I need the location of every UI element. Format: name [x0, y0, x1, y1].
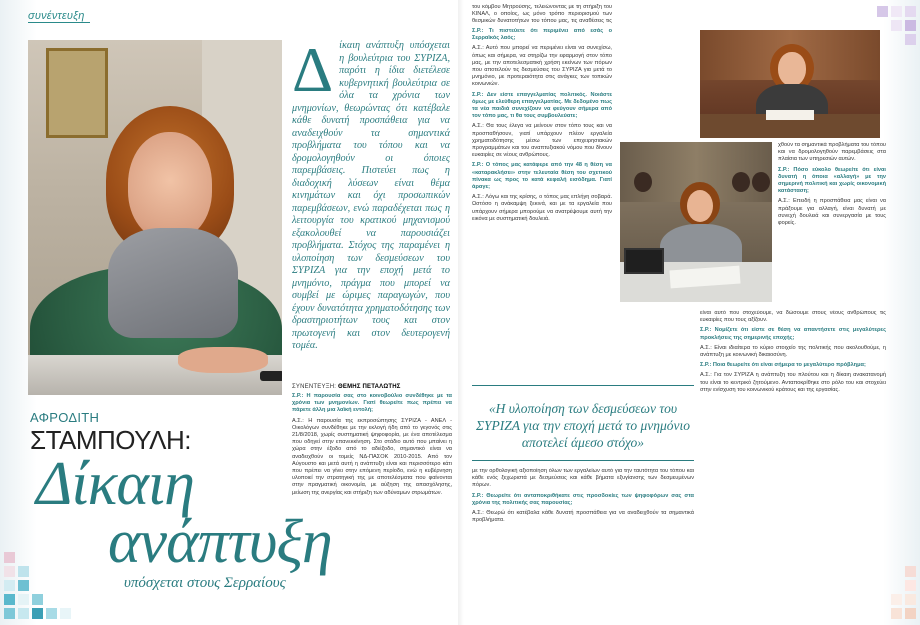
- pull-quote: «Η υλοποίηση των δεσμεύσεων του ΣΥΡΙΖΑ για την εποχή μετά το μνημόνιο αποτελεί άμεσο στόχο»: [472, 385, 694, 461]
- question-3: Σ.Ρ.: Δεν είστε επαγγελματίας πολιτικός. Νοιάστε όμως με ελεύθερη επαγγελματίας. Με δεδομένο πως τα νέα παιδιά συνεχίζουν να φεύγουν σήμερα από τον τόπο μας, τι θα τους συμβουλεύατε;: [472, 91, 612, 120]
- intro-text: [292, 34, 450, 410]
- answer-1: Α.Σ.: Η παρουσία της εκπροσώπησης ΣΥΡΙΖΑ - ΑΝΕΛ - Οικολόγων συνδέθηκε με την εκλογή ήδη από το γεγονός στις 21/8/2018, χωρίς συστηματική ψηφοφορία, με ένα αποτέλεσμα που οδηγεί στην επανεκκίνηση. Στο στάδιο αυτό που μπαίνει η χώρα στην έξοδο από το αδιέξοδο, σημαντικό είναι να αναδειχθούν οι τομείς ΝΔ-ΠΑΣΟΚ 2010-2015. Από τον Αύγουστο και μετά αυτή η ανάπτυξη είναι και περισσότερο κάτι που πρέπει να γίνει στην επόμενη περίοδο, ενώ η κυβέρνηση υλοποιεί την στρατηγική της με αποτελέσματα που φαίνονται στην πραγματική οικονομία, με αύξηση της απασχόλησης, μείωση της ανεργίας και στήριξη των αδύναμων στρωμάτων.: [292, 417, 452, 496]
- headline-line-1: Δίκαιη: [36, 450, 194, 518]
- interviewee-surname: ΣΤΑΜΠΟΥΛΗ:: [30, 425, 191, 455]
- article-column-4: [472, 468, 694, 613]
- column-3-text: του κόμβου Μητρούσης, τελειώνοντας με τη στήριξη του ΚΙΝΑΛ, ο οποίος, ως μόνο τρόπο περιορισμού των θεσμικών δυνατοτήτων του τόπου μας, τις αναθέσεις τις: [472, 4, 612, 24]
- question-4: Σ.Ρ.: Ο τόπος μας κατάφερε από την 48 η θέση να «καταρακλήσει» στην τελευταία θέση του σχετικού πίνακα ως προς το κατά κεφαλή εισόδημα. Γιατί άραγε;: [472, 162, 612, 191]
- section-tag: συνέντευξη: [28, 10, 90, 23]
- question-1: Σ.Ρ.: Η παρουσία σας στο κοινοβούλιο συνδέθηκε με τα χρόνια των μνημονίων. Γιατί θεωρείτε πως πρέπει να πάρετε άλλη μια λαϊκή εντολή;: [292, 393, 452, 414]
- article-column-6: [700, 310, 886, 613]
- question-7: Σ.Ρ.: Νομίζετε ότι είστε σε θέση να απαντήσετε στις μεγαλύτερες προκλήσεις της σημερινής εποχής;: [700, 327, 886, 341]
- answer-5: Α.Σ.: Θεωρώ ότι κατέβαλα κάθε δυνατή προσπάθεια για να αναδειχθούν τα σημαντικά προβλήματα.: [472, 510, 694, 524]
- parliament-photo-top: [700, 30, 880, 138]
- byline: [292, 384, 401, 390]
- subheadline: υπόσχεται στους Σερραίους: [124, 575, 286, 591]
- article-column-2: [472, 28, 612, 378]
- article-column-1: [292, 393, 452, 613]
- byline-label: ΣΥΝΕΝΤΕΥΞΗ:: [292, 384, 337, 390]
- column-6-text: είναι αυτό που στοχεύουμε, να δώσουμε στους νέους ανθρώπους τις ευκαιρίες που τους αξίζουν.: [700, 310, 886, 324]
- column-4-text: με την ορθολογική αξιοποίηση όλων των εργαλείων αυτό για την ταυτότητα του τόπου και κάθε ενός ξεχωριστά με δεσμεύσεις και κάθε βήματα εξυγίανσης των δεσμευμένων πόρων.: [472, 468, 694, 489]
- answer-8: Α.Σ.: Για τον ΣΥΡΙΖΑ η ανάπτυξη του πλούτου και η δίκαιη ανακατανομή του είναι το κεντρικό ζητούμενο. Ανταποκρίθηκε στο ρόλο του και στοχεύει στην ενίσχυση του κοινωνικού κράτους και της εργασίας.: [700, 372, 886, 393]
- answer-3: Α.Σ.: Θα τους έλεγα να μείνουν στον τόπο τους και να προσπαθήσουν, γιατί υπάρχουν πλέον εργαλεία χρηματοδότησης μέσω των επιχειρησιακών προγραμμάτων και του αναπτυξιακού νόμου που δίνουν ευκαιρίες σε νέους ανθρώπους.: [472, 123, 612, 159]
- headline: [36, 450, 332, 576]
- portrait-photo: [28, 40, 282, 395]
- column-5-text: χθούν τα σημαντικά προβλήματα του τόπου και να δρομολογηθούν παρεμβάσεις στα πλαίσια των υπηρεσιών αυτών.: [778, 142, 886, 163]
- page-gutter: [458, 0, 464, 625]
- answer-2: Α.Σ.: Αυτό που μπορεί να περιμένει είναι να συνεχίσω, όπως και σήμερα, να στηρίζω την εφαρμογή στον τόπο μας, με την αποτελεσματική χρήση εκείνων των πόρων που αποτελούν τις δεσμεύσεις του ΣΥΡΙΖΑ για μετά το μνημόνιο, με προτεραιότητα στις ανάγκες των τοπικών κοινωνιών.: [472, 45, 612, 88]
- headline-line-2: ανάπτυξη: [108, 508, 332, 576]
- parliament-photo-middle: [620, 142, 772, 302]
- question-5: Σ.Ρ.: Θεωρείτε ότι ανταποκριθήκατε στις προσδοκίες των ψηφοφόρων σας στα χρόνια της πολιτικής σας παρουσίας;: [472, 492, 694, 506]
- question-8: Σ.Ρ.: Ποια θεωρείτε ότι είναι σήμερα το μεγαλύτερο πρόβλημα;: [700, 362, 866, 369]
- answer-4: Α.Σ.: Λόγω και της κρίσης, ο τόπος μας επλήγη σοβαρά. Ωστόσο η ανάκαμψη ξεκινά, και με τα εργαλεία που υπάρχουν σήμερα μπορούμε να ανατρέψουμε αυτή την εικόνα με συστηματική δουλειά.: [472, 194, 612, 222]
- dropcap: Δ: [292, 34, 334, 105]
- interviewee-first-name: ΑΦΡΟΔΙΤΗ: [30, 410, 100, 425]
- intro-paragraph: ίκαιη ανάπτυξη υπόσχεται η βουλεύτρια του ΣΥΡΙΖΑ, παρότι η ίδια διετέλεσε κυβερνητική βουλεύτρια σε όλα τα χρόνια των μνημονίων, θεωρώντας ότι κατέβαλε κάθε δυνατή προσπάθεια για να αναδειχθούν τα σημαντικά προβλήματα του τόπου και να δρομολογηθούν οι όποιες παρεμβάσεις. Πιστεύει πως η διαδοχική λύσεων είναι θέμα κινημάτων και όχι προσωπικών παρεμβάσεων, ενώ παραδέχεται πως η λειτουργία του κρατικού μηχανισμού εξακολουθεί να παρουσιάζει προβλήματα. Στόχος της παραμένει η υλοποίηση των δεσμεύσεων του ΣΥΡΙΖΑ για την εποχή μετά το μνημόνιο, πράγμα που μπορεί να συμβεί με ώριμες παραγωγών, που έχουν δυνατότητα χρηματοδότησης των δραστηριοτήτων τους και στον πρωτογενή και στον δευτερογενή τομέα.: [292, 40, 450, 351]
- article-column-5: [778, 142, 886, 307]
- answer-7: Α.Σ.: Είναι ιδιαίτερα το κύριο στοιχείο της πολιτικής που ακολουθούμε, η ανάπτυξη με κοινωνική δικαιοσύνη.: [700, 344, 886, 359]
- article-column-3-top: [472, 4, 612, 24]
- question-6: Σ.Ρ.: Πόσο εύκολο θεωρείτε ότι είναι δυνατή η όποια «αλλαγή» με την σημερινή πολιτική και χωρίς οικονομική κατάσταση;: [778, 166, 886, 195]
- answer-6: Α.Σ.: Επειδή η προσπάθεια μας είναι να πράξουμε για αλλαγή, είναι δυνατή με συνεχή δουλειά και συνεργασία με τους φορείς.: [778, 198, 886, 227]
- question-2: Σ.Ρ.: Τι πιστεύετε ότι περιμένει από εσάς ο Σερραϊκός λαός;: [472, 28, 612, 42]
- byline-name: ΘΕΜΗΣ ΠΕΤΑΛΩΤΗΣ: [338, 384, 401, 390]
